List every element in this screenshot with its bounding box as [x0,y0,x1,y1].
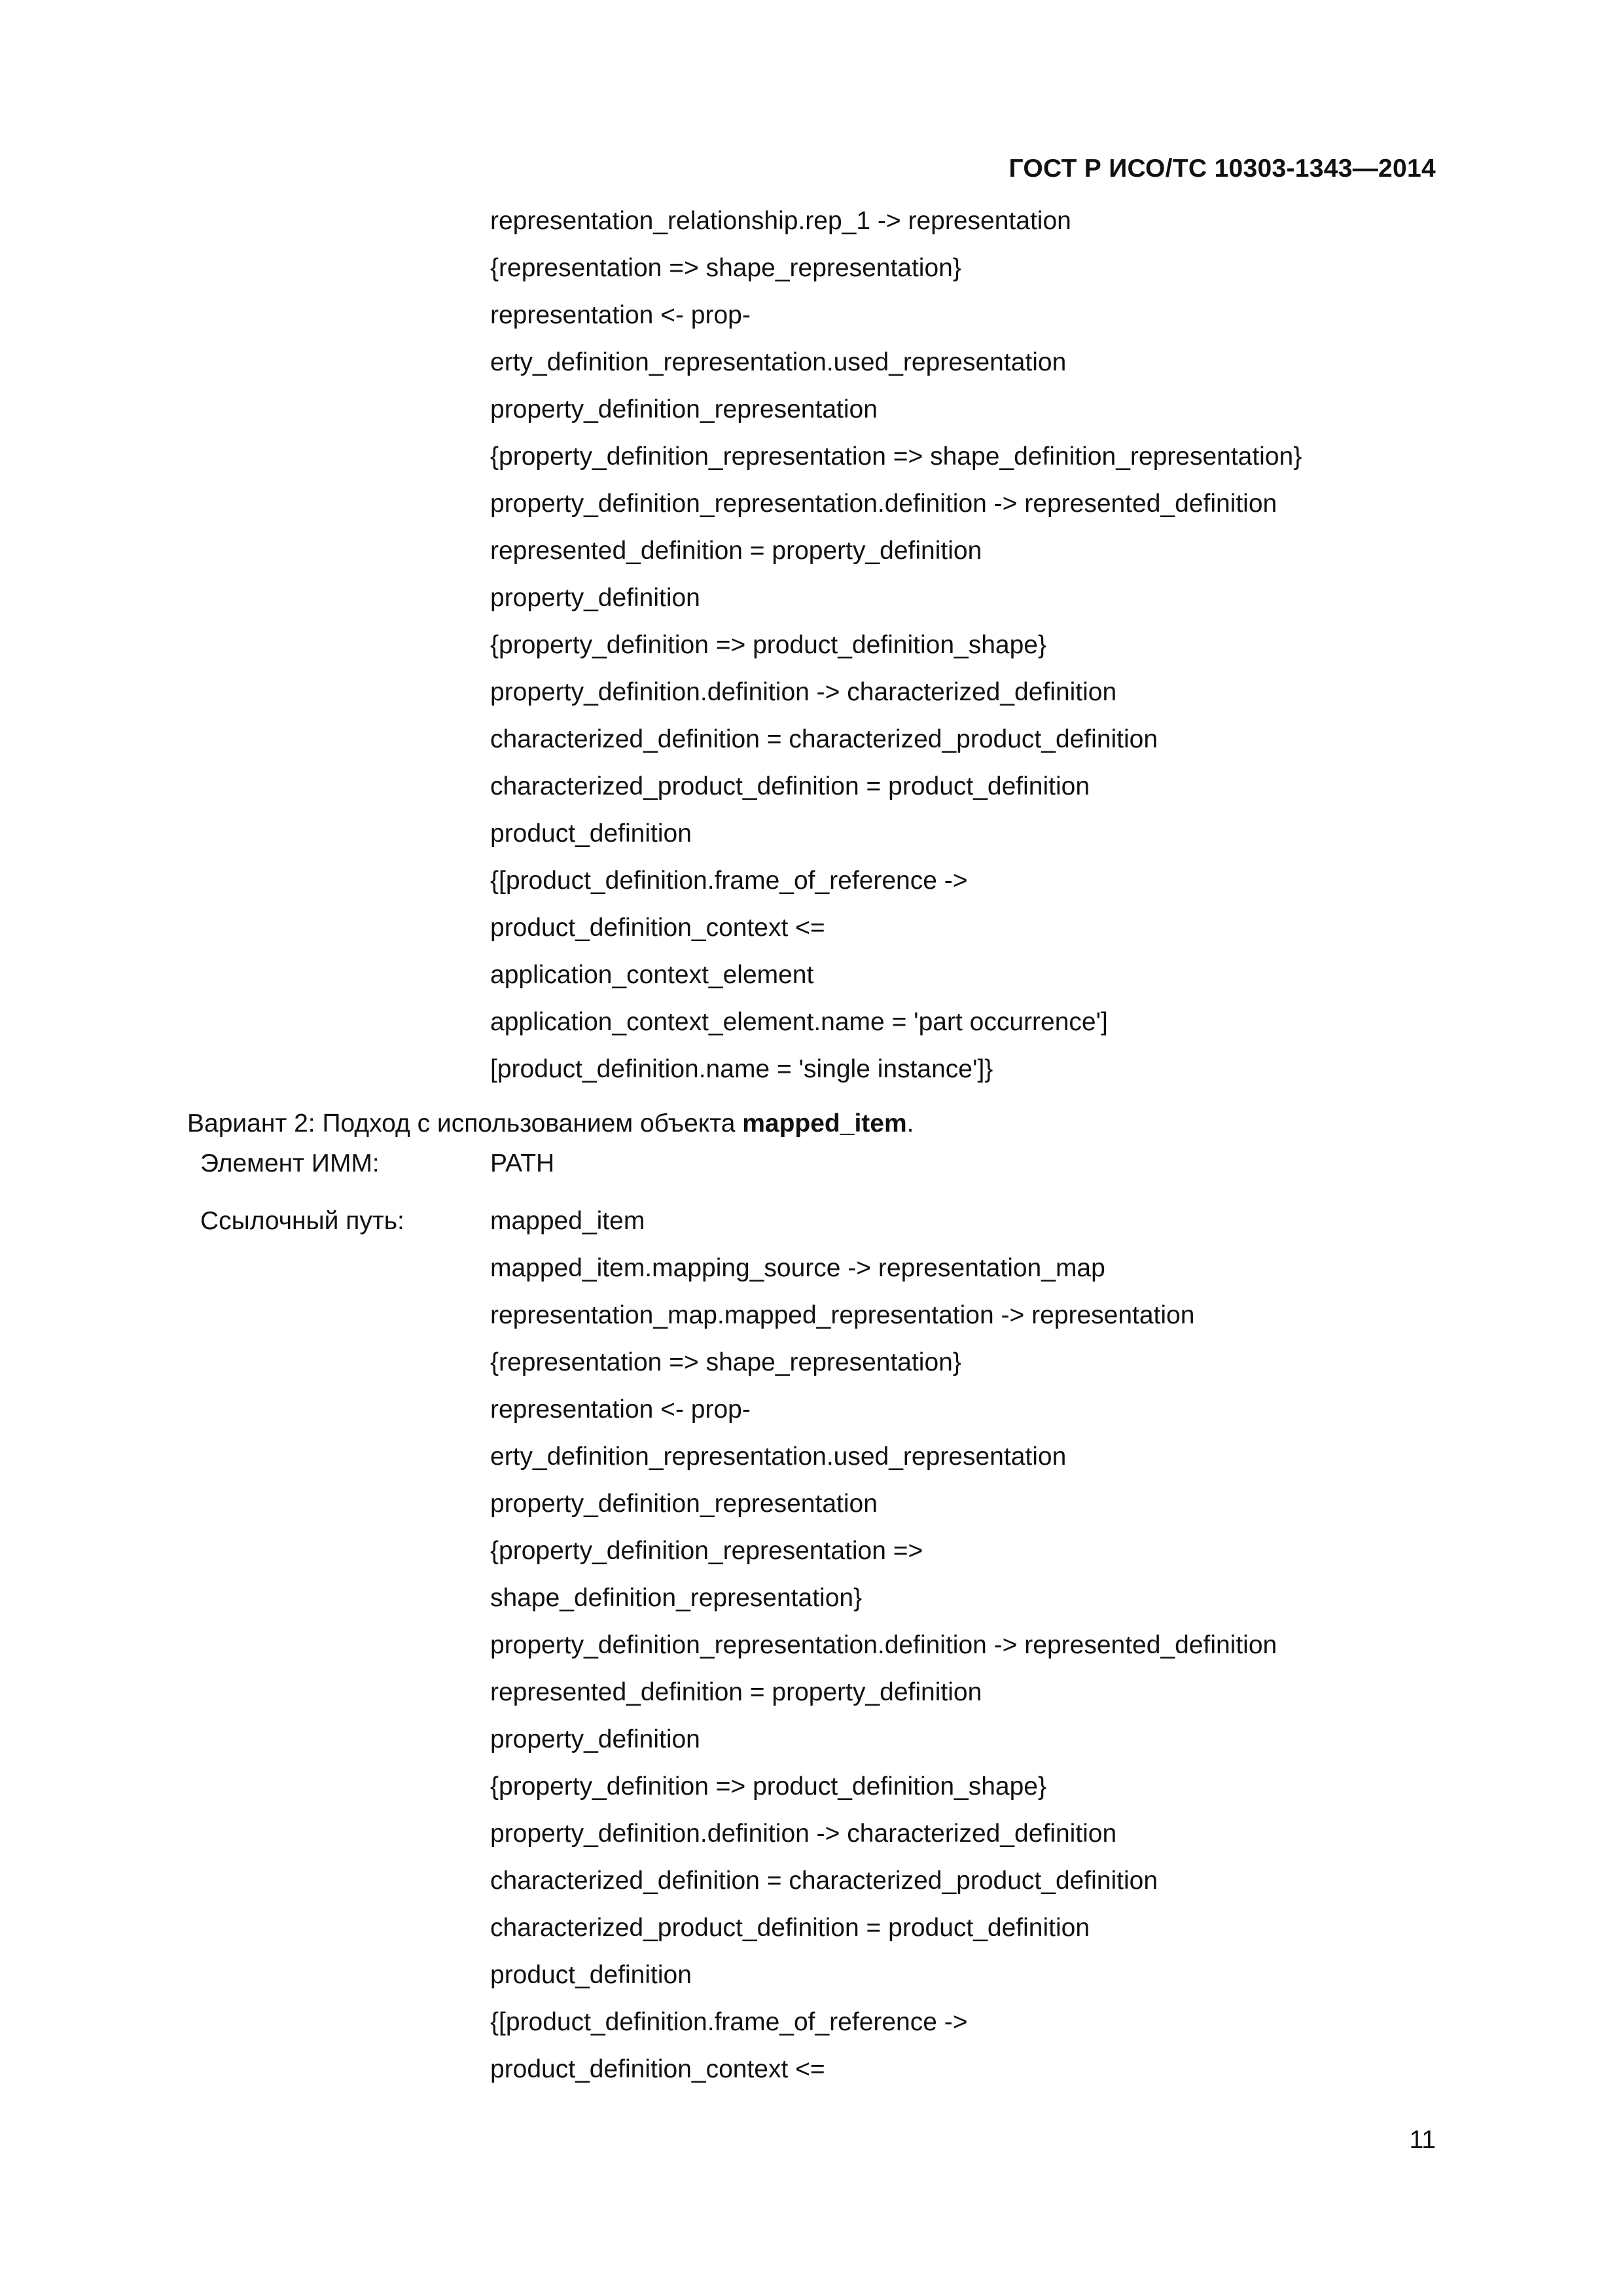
path-line: property_definition_representation.definition -> represented_definition [490,1631,1277,1659]
variant-heading [187,1111,914,1136]
path-line: characterized_product_definition = product_definition [490,1914,1090,1942]
path-line: representation_relationship.rep_1 -> representation [490,207,1071,235]
path-line: {[product_definition.frame_of_reference -> [490,867,968,895]
path-line: product_definition_context <= [490,2055,825,2083]
variant-entity: mapped_item [742,1109,907,1138]
path-line: property_definition.definition -> characterized_definition [490,1820,1117,1848]
path-line: {property_definition => product_definition_shape} [490,631,1046,659]
path-line: product_definition [490,1961,692,1989]
page-number: 11 [1409,2126,1436,2154]
path-line: erty_definition_representation.used_representation [490,348,1067,376]
path-line: erty_definition_representation.used_representation [490,1443,1067,1471]
path-line: property_definition.definition -> characterized_definition [490,678,1117,706]
path-line: product_definition_context <= [490,914,825,942]
path-line: [product_definition.name = 'single instance']} [490,1055,993,1083]
path-line: {representation => shape_representation} [490,1348,961,1376]
path-line: property_definition [490,584,700,612]
path-line: {property_definition_representation => [490,1537,923,1565]
path-line: characterized_definition = characterized_product_definition [490,1867,1158,1895]
aim-element-label: Элемент ИММ: [200,1149,380,1177]
path-line: property_definition_representation.definition -> represented_definition [490,490,1277,518]
reference-path-label: Ссылочный путь: [200,1207,404,1235]
aim-element-value: PATH [490,1149,555,1177]
path-line: mapped_item [490,1207,645,1235]
document-header: ГОСТ Р ИСО/ТС 10303-1343—2014 [1008,154,1436,183]
path-line: {property_definition_representation => shape_definition_representation} [490,442,1302,471]
path-line: characterized_product_definition = product_definition [490,772,1090,800]
variant-prefix: Вариант 2: Подход с использованием объекта [187,1109,743,1138]
path-line: {property_definition => product_definition_shape} [490,1772,1046,1801]
path-line: representation <- prop- [490,301,751,329]
path-line: represented_definition = property_definition [490,537,982,565]
path-line: property_definition_representation [490,395,878,423]
path-line: characterized_definition = characterized_product_definition [490,725,1158,753]
path-line: {[product_definition.frame_of_reference -> [490,2008,968,2036]
path-line: representation <- prop- [490,1395,751,1424]
path-line: shape_definition_representation} [490,1584,863,1612]
path-line: product_definition [490,819,692,848]
path-line: property_definition [490,1725,700,1753]
path-line: application_context_element.name = 'part occurrence'] [490,1008,1108,1036]
variant-suffix: . [906,1109,914,1138]
path-line: application_context_element [490,961,814,989]
path-line: {representation => shape_representation} [490,254,961,282]
path-line: mapped_item.mapping_source -> representation_map [490,1254,1105,1282]
path-line: property_definition_representation [490,1490,878,1518]
path-line: represented_definition = property_definition [490,1678,982,1706]
path-line: representation_map.mapped_representation -> representation [490,1301,1195,1329]
